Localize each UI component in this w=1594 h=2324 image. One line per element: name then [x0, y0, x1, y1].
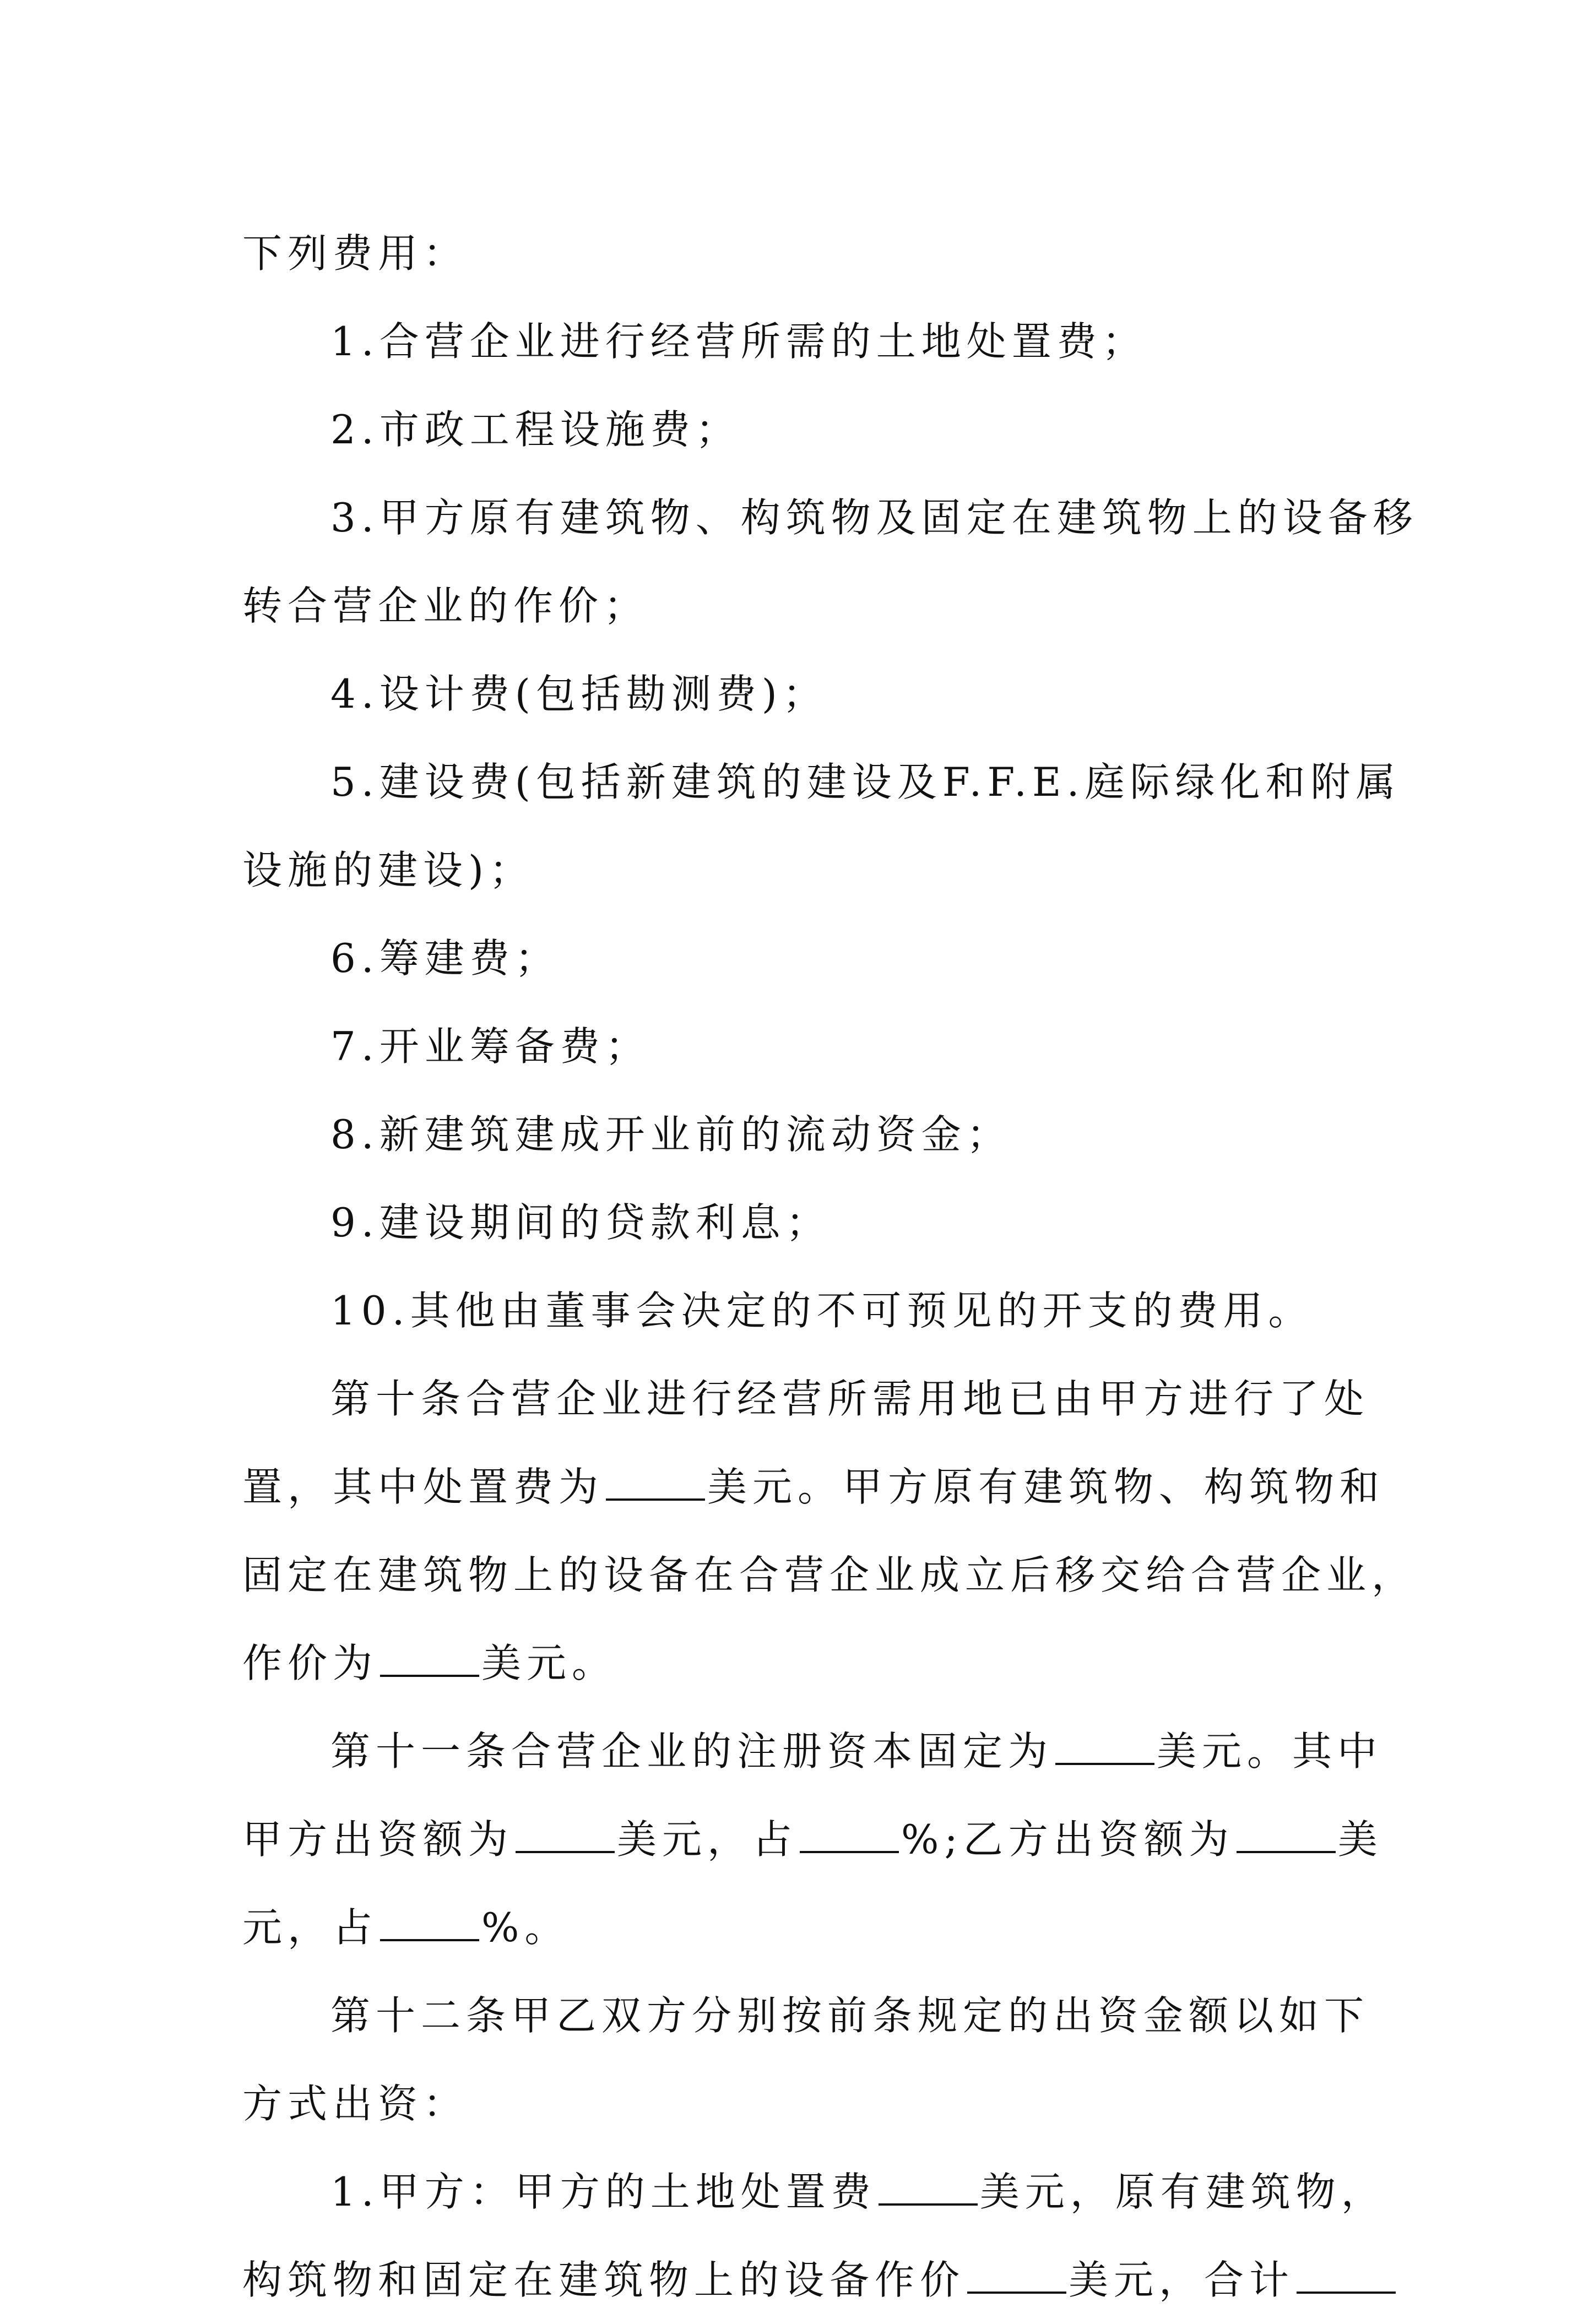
text-segment: 4.设计费(包括勘测费)；: [330, 671, 828, 717]
text-segment: 设施的建设)；: [242, 847, 535, 893]
text-segment: 置，其中处置费为: [242, 1464, 604, 1510]
text-line: [242, 1355, 1370, 1443]
text-segment: 9.建设期间的贷款利息；: [330, 1199, 831, 1246]
text-line: [242, 297, 1360, 385]
text-line: [242, 2060, 1360, 2148]
text-line: [242, 1179, 1360, 1267]
text-segment: 美元，原有建筑物，: [979, 2169, 1386, 2215]
fill-in-blank[interactable]: [967, 2258, 1066, 2294]
text-segment: 方式出资：: [242, 2081, 469, 2127]
fill-in-blank[interactable]: [380, 1642, 479, 1677]
text-segment: 美元。甲方原有建筑物、构筑物和: [707, 1464, 1385, 1510]
text-segment: 元，占: [242, 1904, 378, 1951]
text-segment: 5.建设费(包括新建筑的建设及F.F.E.庭际绿化和附属: [330, 759, 1401, 805]
fill-in-blank[interactable]: [800, 1818, 899, 1853]
text-segment: 固定在建筑物上的设备在合营企业成立后移交给合营企业，: [242, 1552, 1417, 1598]
text-segment: 1.合营企业进行经营所需的土地处置费；: [330, 318, 1147, 365]
text-line: [242, 1531, 1417, 1619]
text-segment: %;乙方出资额为: [901, 1816, 1234, 1863]
text-line: [242, 1267, 1360, 1355]
text-line: [242, 1619, 1360, 1707]
fill-in-blank[interactable]: [1237, 1818, 1336, 1853]
document-page: [242, 209, 1418, 2324]
text-segment: 6.筹建费；: [330, 935, 560, 981]
text-line: [242, 1002, 1360, 1090]
text-segment: 3.甲方原有建筑物、构筑物及固定在建筑物上的设备移: [330, 495, 1418, 541]
text-segment: %。: [481, 1904, 570, 1951]
text-segment: 甲方出资额为: [242, 1816, 514, 1863]
text-segment: 下列费用：: [242, 230, 469, 276]
text-segment: 构筑物和固定在建筑物上的设备作价: [242, 2257, 966, 2303]
text-segment: 转合营企业的作价；: [242, 583, 649, 629]
fill-in-blank[interactable]: [1055, 1730, 1154, 1765]
text-line: [242, 826, 1360, 914]
fill-in-blank[interactable]: [879, 2170, 978, 2206]
text-line: [242, 1443, 1385, 1531]
text-line: [242, 474, 1418, 562]
text-line: [242, 2236, 1360, 2324]
text-segment: 美元，合计: [1069, 2257, 1295, 2303]
text-segment: 作价为: [242, 1640, 378, 1686]
text-segment: 美: [1337, 1816, 1383, 1863]
text-line: [242, 2148, 1386, 2236]
text-segment: 美元。: [481, 1640, 617, 1686]
text-line: [242, 562, 1360, 650]
text-segment: 8.新建筑建成开业前的流动资金；: [330, 1111, 1012, 1158]
fill-in-blank[interactable]: [606, 1465, 705, 1501]
text-segment: 第十一条合营企业的注册资本固定为: [330, 1728, 1054, 1774]
text-line: [242, 1972, 1370, 2060]
text-line: [242, 1090, 1360, 1179]
text-line: [242, 650, 1360, 738]
text-line: [242, 1707, 1383, 1795]
fill-in-blank[interactable]: [1297, 2258, 1396, 2294]
text-line: [242, 209, 1360, 297]
fill-in-blank[interactable]: [516, 1818, 615, 1853]
text-line: [242, 1883, 1360, 1972]
text-segment: 美元，占: [617, 1816, 798, 1863]
text-segment: 7.开业筹备费；: [330, 1023, 650, 1069]
text-segment: 2.市政工程设施费；: [330, 406, 741, 453]
text-segment: 第十二条甲乙双方分别按前条规定的出资金额以如下: [330, 1992, 1370, 2039]
text-segment: 1.甲方：甲方的土地处置费: [330, 2169, 876, 2215]
fill-in-blank[interactable]: [380, 1906, 479, 1941]
text-segment: 10.其他由董事会决定的不可预见的开支的费用。: [330, 1288, 1314, 1334]
text-line: [242, 738, 1401, 826]
text-segment: 第十条合营企业进行经营所需用地已由甲方进行了处: [330, 1376, 1370, 1422]
text-line: [242, 1795, 1383, 1883]
text-segment: 美元。其中: [1157, 1728, 1383, 1774]
text-line: [242, 914, 1360, 1002]
text-line: [242, 385, 1360, 474]
document-body: [242, 209, 1418, 2324]
